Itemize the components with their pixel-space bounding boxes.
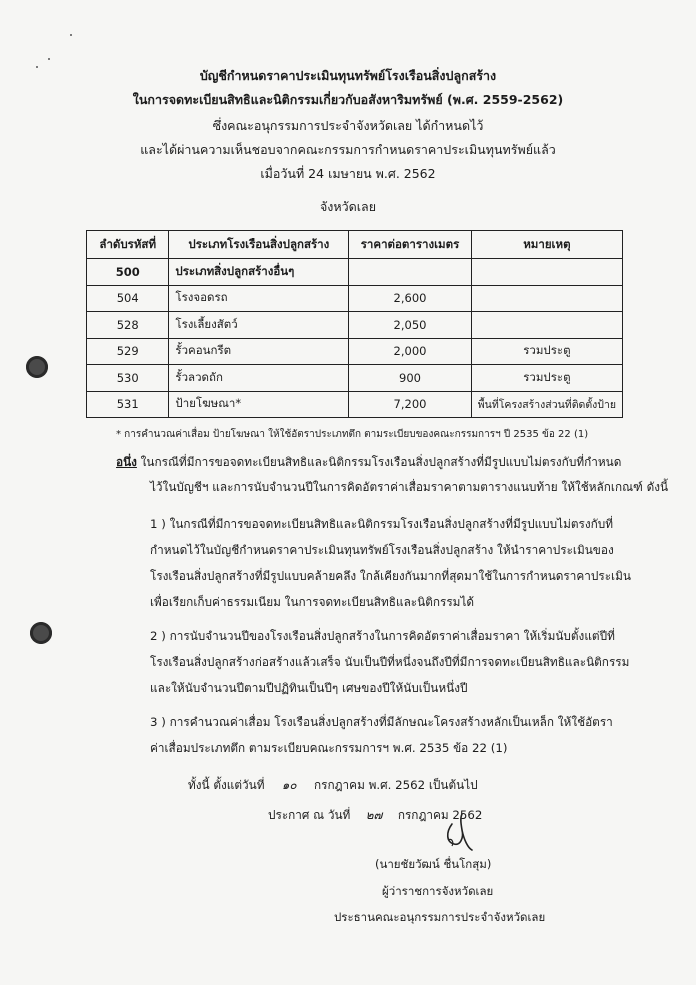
- scan-speck: [48, 58, 50, 60]
- column-header: ประเภทโรงเรือนสิ่งปลูกสร้าง: [169, 231, 349, 259]
- row-price: 2,600: [349, 285, 472, 312]
- table-row: [87, 338, 623, 365]
- signer-position: ผู้ว่าราชการจังหวัดเลย: [382, 884, 494, 898]
- table-row: [87, 285, 623, 312]
- table-row: [87, 365, 623, 392]
- doc-subtitle-line4: และได้ผ่านความเห็นชอบจากคณะกรรมการกำหนดราคาประเมินทุนทรัพย์แล้ว: [140, 142, 556, 157]
- row-code: 531: [87, 391, 169, 418]
- announce-suffix: กรกฎาคม 2562: [397, 808, 483, 822]
- table-row: [87, 312, 623, 339]
- row-price: 7,200: [349, 391, 472, 418]
- row-price: 2,000: [349, 338, 472, 365]
- effective-day: ๑๐: [281, 778, 297, 792]
- signature-mark: [438, 810, 498, 860]
- row-type: รั้วคอนกรีต: [169, 338, 349, 365]
- row-code: 530: [87, 365, 169, 392]
- table-row: [87, 391, 623, 418]
- punch-hole: [26, 356, 48, 378]
- row-note: พื้นที่โครงสร้างส่วนที่ติดตั้งป้าย: [471, 391, 622, 418]
- item3-line2: ค่าเสื่อมประเภทตึก ตามระเบียบคณะกรรมการฯ พ.ศ. 2535 ข้อ 22 (1): [150, 741, 508, 755]
- column-header: ลำดับรหัสที่: [87, 231, 169, 259]
- doc-subtitle-line3: ซึ่งคณะอนุกรรมการประจำจังหวัดเลย ได้กำหนดไว้: [212, 118, 484, 133]
- row-code: 500: [87, 259, 169, 286]
- announce-day: ๒๗: [365, 808, 383, 822]
- row-code: 529: [87, 338, 169, 365]
- row-price: 2,050: [349, 312, 472, 339]
- row-note: รวมประตู: [471, 365, 622, 392]
- table-footnote: * การคำนวณค่าเสื่อม ป้ายโฆษณา ให้ใช้อัตราประเภทตึก ตามระเบียบของคณะกรรมการฯ ปี 2535 ข้อ 22 (1): [116, 429, 589, 440]
- item2-line2: โรงเรือนสิ่งปลูกสร้างก่อสร้างแล้วเสร็จ นับเป็นปีที่หนึ่งจนถึงปีที่มีการจดทะเบียนสิทธิและนิติกรรม: [150, 655, 630, 669]
- punch-hole: [30, 622, 52, 644]
- row-note: [471, 312, 622, 339]
- row-type: ป้ายโฆษณา*: [169, 391, 349, 418]
- row-code: 504: [87, 285, 169, 312]
- item2-line1: 2 ) การนับจำนวนปีของโรงเรือนสิ่งปลูกสร้างในการคิดอัตราค่าเสื่อมราคา ให้เริ่มนับตั้งแต่ปีที่: [150, 629, 615, 643]
- row-note: [471, 285, 622, 312]
- province-label: จังหวัดเลย: [319, 199, 377, 214]
- row-price: 900: [349, 365, 472, 392]
- row-note: รวมประตู: [471, 338, 622, 365]
- effective-prefix: ทั้งนี้ ตั้งแต่วันที่: [188, 778, 265, 792]
- price-table: [86, 230, 623, 418]
- row-type: ประเภทสิ่งปลูกสร้างอื่นๆ: [169, 259, 349, 286]
- row-type: โรงเลี้ยงสัตว์: [169, 312, 349, 339]
- item3-line1: 3 ) การคำนวณค่าเสื่อม โรงเรือนสิ่งปลูกสร้างที่มีลักษณะโครงสร้างหลักเป็นเหล็ก ให้ใช้อัตรา: [150, 715, 613, 729]
- item1-line4: เพื่อเรียกเก็บค่าธรรมเนียม ในการจดทะเบียนสิทธิและนิติกรรมได้: [150, 595, 475, 609]
- effective-suffix: กรกฎาคม พ.ศ. 2562 เป็นต้นไป: [314, 778, 478, 792]
- intro-line2: ไว้ในบัญชีฯ และการนับจำนวนปีในการคิดอัตราค่าเสื่อมราคาตามตารางแนบท้าย ให้ใช้หลักเกณฑ์ ดังนี้: [150, 480, 669, 494]
- intro-line1: [116, 453, 621, 472]
- row-code: 528: [87, 312, 169, 339]
- column-header: ราคาต่อตารางเมตร: [349, 231, 472, 259]
- item2-line3: และให้นับจำนวนปีตามปีปฏิทินเป็นปีๆ เศษของปีให้นับเป็นหนึ่งปี: [150, 681, 468, 695]
- column-header: หมายเหตุ: [471, 231, 622, 259]
- doc-date-line: เมื่อวันที่ 24 เมษายน พ.ศ. 2562: [260, 166, 436, 181]
- announce-prefix: ประกาศ ณ วันที่: [268, 808, 351, 822]
- row-price: [349, 259, 472, 286]
- row-type: โรงจอดรถ: [169, 285, 349, 312]
- doc-title-line2: ในการจดทะเบียนสิทธิและนิติกรรมเกี่ยวกับอสังหาริมทรัพย์ (พ.ศ. 2559-2562): [132, 92, 564, 107]
- item1-line2: กำหนดไว้ในบัญชีกำหนดราคาประเมินทุนทรัพย์โรงเรือนสิ่งปลูกสร้าง ให้นำราคาประเมินของ: [150, 543, 614, 557]
- row-type: รั้วลวดถัก: [169, 365, 349, 392]
- intro-label: อนึ่ง: [116, 455, 137, 469]
- row-note: [471, 259, 622, 286]
- item1-line3: โรงเรือนสิ่งปลูกสร้างที่มีรูปแบบคล้ายคลึง ใกล้เคียงกันมากที่สุดมาใช้ในการกำหนดราคาประเมิน: [150, 569, 631, 583]
- item1-line1: 1 ) ในกรณีที่มีการขอจดทะเบียนสิทธิและนิติกรรมโรงเรือนสิ่งปลูกสร้างที่มีรูปแบบไม่ตรงกับที่: [150, 517, 614, 531]
- signer-name: (นายชัยวัฒน์ ชื่นโกสุม): [375, 857, 492, 871]
- doc-title-line1: บัญชีกำหนดราคาประเมินทุนทรัพย์โรงเรือนสิ่งปลูกสร้าง: [199, 68, 497, 83]
- scan-speck: [70, 34, 72, 36]
- table-row: [87, 259, 623, 286]
- intro-text: ในกรณีที่มีการขอจดทะเบียนสิทธิและนิติกรรมโรงเรือนสิ่งปลูกสร้างที่มีรูปแบบไม่ตรงกับที่กำหนด: [136, 455, 622, 469]
- effective-date-line: [188, 776, 478, 795]
- table-header-row: [87, 231, 623, 259]
- signer-role: ประธานคณะอนุกรรมการประจำจังหวัดเลย: [334, 910, 546, 924]
